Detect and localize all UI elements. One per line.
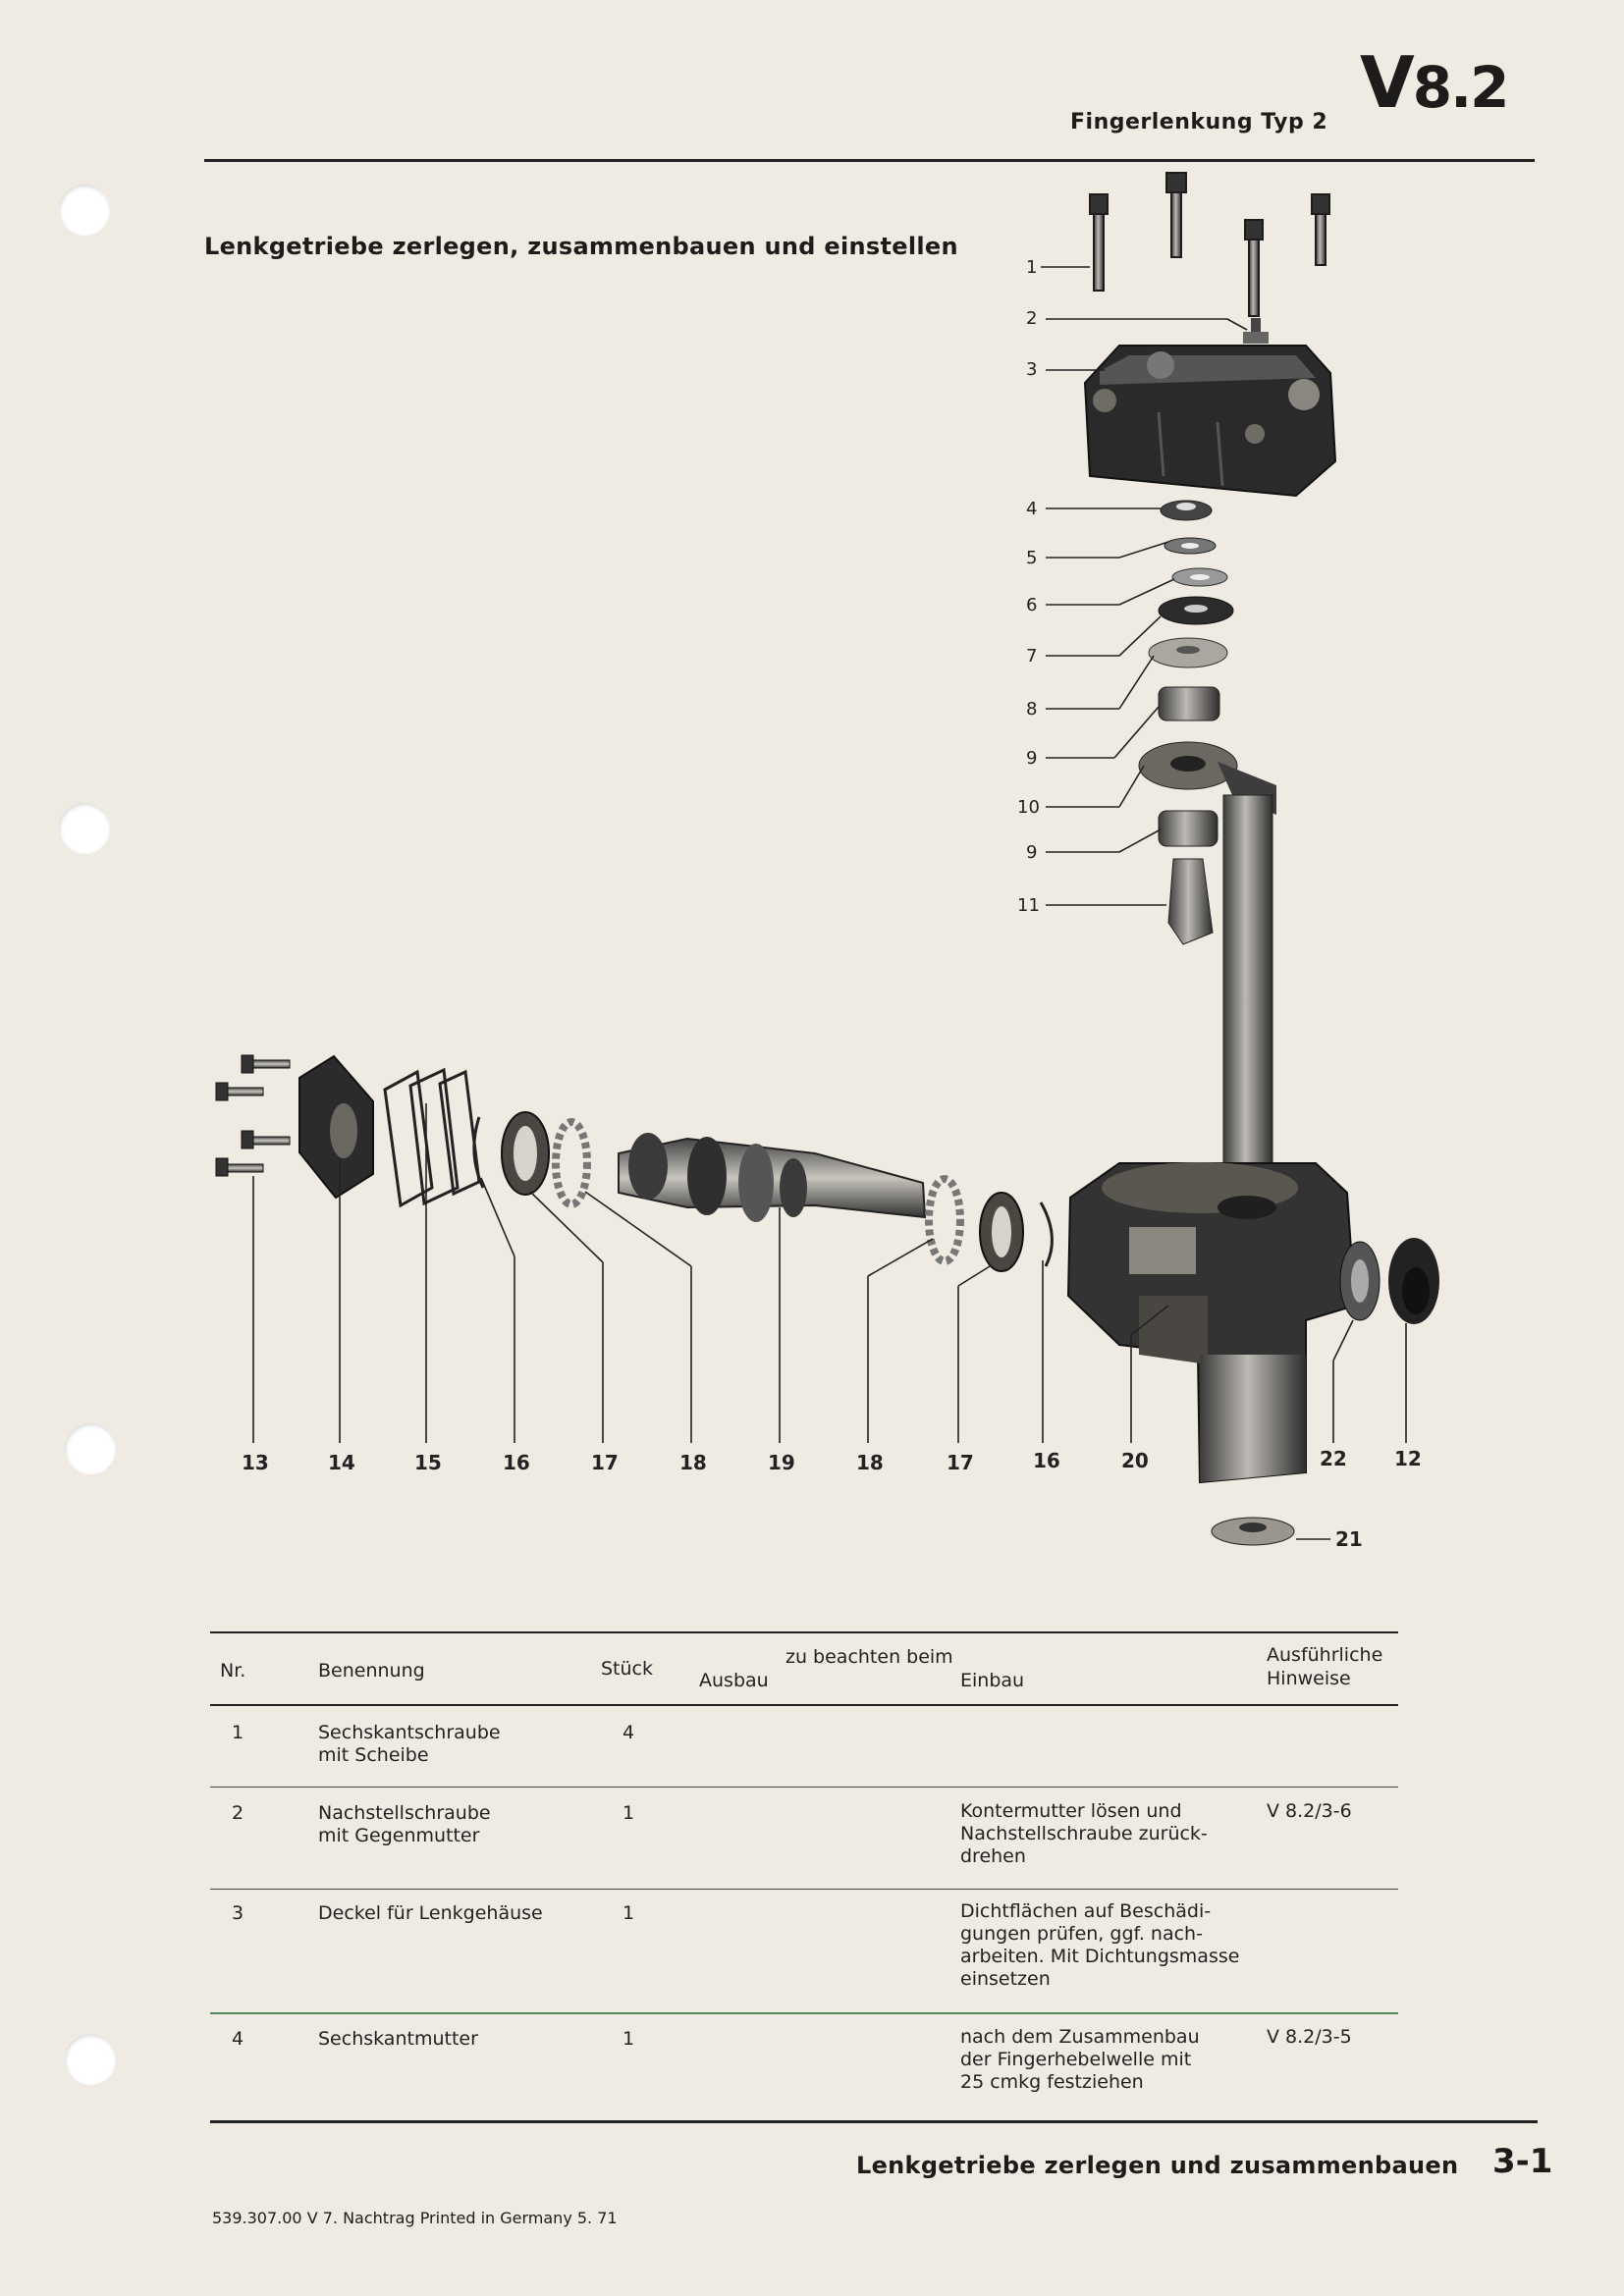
row-2-stueck: 1 [623, 1802, 635, 1824]
col-header-nr: Nr. [220, 1660, 246, 1682]
callout-1: 1 [1026, 257, 1038, 278]
row-2-rule [210, 1889, 1398, 1890]
row-1-rule [210, 1787, 1398, 1788]
callout-20: 20 [1121, 1449, 1149, 1472]
callout-17a: 17 [591, 1451, 619, 1474]
print-info: 539.307.00 V 7. Nachtrag Printed in Germany 5. 71 [212, 2209, 618, 2227]
punch-hole-4 [65, 2034, 116, 2085]
row-3-benennung: Deckel für Lenkgehäuse [318, 1902, 543, 1924]
side-cover [299, 1056, 373, 1198]
section-code-letter: V [1360, 41, 1413, 124]
footer-rule [210, 2120, 1538, 2123]
col-header-einbau: Einbau [960, 1670, 1025, 1691]
row-3-stueck: 1 [623, 1902, 635, 1924]
callout-11: 11 [1017, 895, 1040, 916]
row-1-benennung: Sechskantschraube mit Scheibe [318, 1722, 501, 1766]
callout-8: 8 [1026, 699, 1038, 720]
row-3-nr: 3 [232, 1902, 244, 1924]
row-2-hinweise: V 8.2/3-6 [1267, 1800, 1352, 1822]
housing [1068, 1162, 1439, 1482]
col-header-stueck: Stück [601, 1658, 654, 1680]
callout-9b: 9 [1026, 842, 1038, 863]
row-1-nr: 1 [232, 1722, 244, 1743]
row-3-rule [210, 2012, 1398, 2014]
row-1-stueck: 4 [623, 1722, 635, 1743]
col-header-benennung: Benennung [318, 1660, 425, 1682]
row-4-hinweise: V 8.2/3-5 [1267, 2026, 1352, 2048]
row-4-einbau: nach dem Zusammenbau der Fingerhebelwelle mit 25 cmkg festziehen [960, 2026, 1200, 2093]
callout-10: 10 [1017, 797, 1040, 818]
table-top-rule [210, 1631, 1398, 1633]
footer-title: Lenkgetriebe zerlegen und zusammenbauen [856, 2152, 1459, 2179]
side-bolts [216, 1055, 290, 1176]
callout-18a: 18 [679, 1451, 707, 1474]
callout-4: 4 [1026, 499, 1038, 519]
callout-16a: 16 [503, 1451, 530, 1474]
header-title: Fingerlenkung Typ 2 [1070, 110, 1328, 134]
callout-15: 15 [414, 1451, 442, 1474]
row-3-einbau: Dichtflächen auf Beschädi- gungen prüfen, ggf. nach- arbeiten. Mit Dichtungsmasse einsetzen [960, 1900, 1240, 1990]
callout-12: 12 [1394, 1447, 1422, 1470]
callout-16b: 16 [1033, 1449, 1060, 1472]
callout-17b: 17 [947, 1451, 974, 1474]
bearing-rings-left [474, 1112, 587, 1204]
row-4-benennung: Sechskantmutter [318, 2028, 478, 2050]
col-header-hinweise-1: Ausführliche [1267, 1644, 1383, 1666]
callout-6: 6 [1026, 595, 1038, 615]
row-2-benennung: Nachstellschraube mit Gegenmutter [318, 1802, 491, 1846]
callout-22: 22 [1320, 1447, 1347, 1470]
adjusting-screw [1243, 318, 1269, 344]
callout-18b: 18 [856, 1451, 884, 1474]
callout-7: 7 [1026, 646, 1038, 667]
lower-nut [1212, 1518, 1294, 1545]
table-header-rule [210, 1704, 1398, 1706]
callout-3: 3 [1026, 359, 1038, 380]
callout-9a: 9 [1026, 748, 1038, 769]
col-header-ausbau: Ausbau [699, 1670, 769, 1691]
row-2-nr: 2 [232, 1802, 244, 1824]
row-4-nr: 4 [232, 2028, 244, 2050]
row-4-stueck: 1 [623, 2028, 635, 2050]
gaskets [385, 1070, 479, 1205]
col-header-hinweise-2: Hinweise [1267, 1668, 1351, 1689]
callout-5: 5 [1026, 548, 1038, 568]
callout-2: 2 [1026, 308, 1038, 329]
worm-shaft [619, 1133, 925, 1222]
washers-stack [1149, 501, 1233, 721]
bearing-rings-right [929, 1179, 1052, 1271]
section-title: Lenkgetriebe zerlegen, zusammenbauen und einstellen [204, 233, 958, 260]
callout-13: 13 [242, 1451, 269, 1474]
finger-lever-shaft [1139, 742, 1276, 1178]
section-code-number: 8.2 [1412, 54, 1508, 121]
callout-19: 19 [768, 1451, 795, 1474]
row-2-einbau: Kontermutter lösen und Nachstellschraube zurück- drehen [960, 1800, 1208, 1867]
cover [1085, 346, 1335, 496]
col-header-zu-beachten: zu beachten beim [785, 1646, 953, 1668]
callout-14: 14 [328, 1451, 355, 1474]
callout-21: 21 [1335, 1527, 1363, 1551]
page-number: 3-1 [1492, 2142, 1553, 2181]
bolts-top [1090, 173, 1329, 316]
